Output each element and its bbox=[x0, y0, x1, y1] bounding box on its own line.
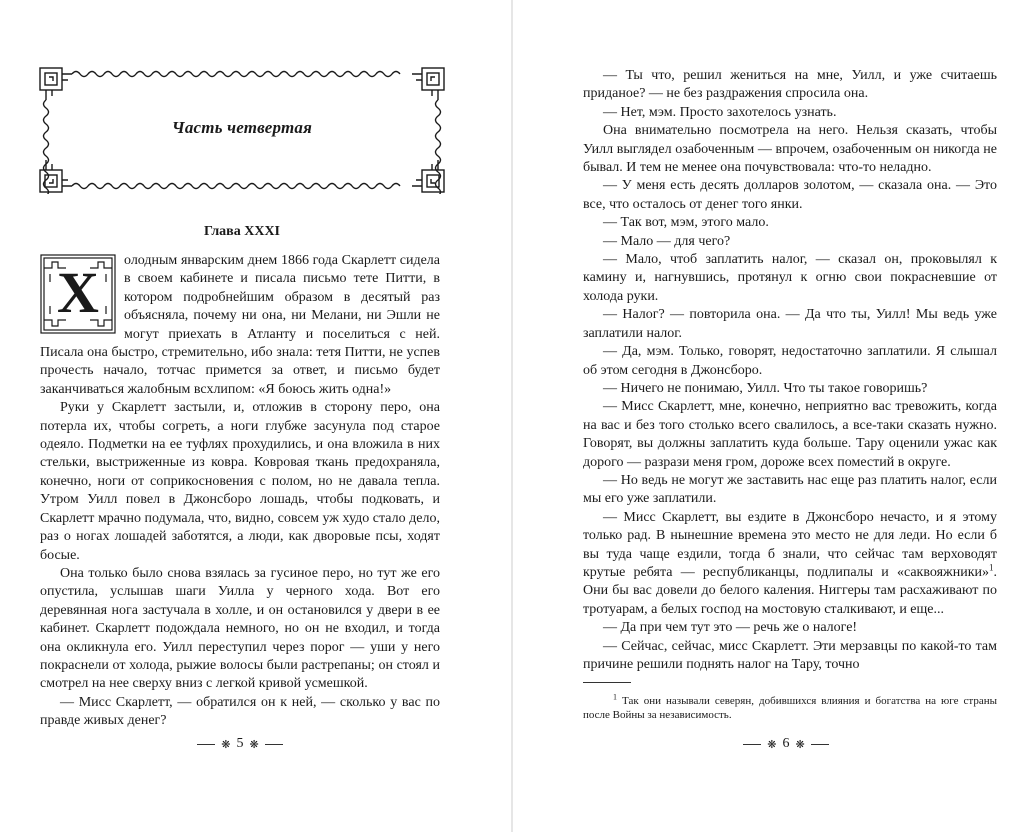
page-number: 6 bbox=[782, 736, 790, 751]
corner-ornament-tr bbox=[412, 68, 444, 100]
page-number: 5 bbox=[236, 736, 244, 751]
paragraph: — Ты что, решил жениться на мне, Уилл, и уже считаешь приданое? — не без раздражения спросила она. bbox=[583, 68, 997, 102]
paragraph-part: — Мисс Скарлетт, вы ездите в Джонсборо нечасто, и я этому только рад. В нынешние времена это место не для леди. Но если б вы туда чаще ездили, тогда б знали, что сейчас там верховодят крутые ребята — республиканцы, подлипалы и «саквояжники» bbox=[583, 509, 997, 580]
dropcap-letter: Х bbox=[57, 260, 99, 325]
wavy-border-bottom bbox=[72, 184, 400, 189]
paragraph: — Да, мэм. Только, говорят, недостаточно заплатили. Я слышал об этом сегодня в Джонсборо. bbox=[583, 344, 997, 378]
paragraph: — Мисс Скарлетт, — обратился он к ней, — сколько у вас по правде живых денег? bbox=[40, 694, 440, 729]
paragraph: — Нет, мэм. Просто захотелось узнать. bbox=[603, 104, 837, 120]
corner-ornament-tl bbox=[40, 68, 72, 100]
paragraph: — Налог? — повторила она. — Да что ты, Уилл! Мы ведь уже заплатили налог. bbox=[583, 307, 997, 341]
paragraph: — Мало, чтоб заплатить налог, — сказал он, проковылял к камину и, нагнувшись, протянул к огню свои покрасневшие от холода руки. bbox=[583, 252, 997, 304]
corner-ornament-br bbox=[412, 160, 444, 192]
wavy-border-right bbox=[436, 100, 441, 194]
paragraph: — Мисс Скарлетт, мне, конечно, неприятно вас тревожить, когда на вас и без того столько всего свалилось, а все-таки сказать нужно. Говорят, вы должны заплатить куда больше. Тару оценили ужас как дорого — разрази меня гром, дороже всех поместий в округе. bbox=[583, 399, 997, 470]
folio-dash bbox=[743, 744, 761, 745]
paragraph: Она внимательно посмотрела на него. Нельзя сказать, чтобы Уилл выглядел озабоченным — впрочем, озабоченным он никогда не бывал. И тем не менее она почувствовала: что-то неладно. bbox=[583, 123, 997, 176]
folio-dash bbox=[265, 744, 283, 745]
folio-dash bbox=[197, 744, 215, 745]
folio-ornament-icon: ❋ bbox=[767, 738, 777, 751]
paragraph: Руки у Скарлетт застыли, и, отложив в сторону перо, она потерла их, чтобы согреть, а ноги глубже засунула под старое одеяло. Подметки на ее туфлях прохудились, и она вложила в них стельки, выстриженные из ковра. Ковровая ткань предохраняла, конечно, ноги от соприкосновения с полом, но не давала тепла. Утром Уилл повел в Джонсборо лошадь, чтобы подковать, и Скарлетт мрачно подумала, что, видно, совсем уж худо стало дело, раз о ногах лошадей заботятся, а люди, как дворовые псы, ходят босые. bbox=[40, 400, 440, 563]
paragraph: — У меня есть десять долларов золотом, — сказала она. — Это все, что осталось от денег того янки. bbox=[583, 178, 997, 212]
paragraph: олодным январским днем 1866 года Скарлетт сидела в своем кабинете и писала письмо тете Питти, в котором подробнейшим образом в десятый раз объясняла, почему ни она, ни Мелани, ни Эшли не могут приехать в Атланту и поселиться с ней. Писала она быстро, стремительно, ибо знала: тетя Питти, не успев прочесть начало, тотчас примется за ответ, и письмо будет заканчиваться жалобным всхлипом: «Я боюсь жить одна!» bbox=[40, 253, 440, 397]
paragraph: — Да при чем тут это — речь же о налоге! bbox=[603, 620, 858, 636]
wavy-border-left bbox=[44, 100, 49, 194]
folio-ornament-icon: ❋ bbox=[221, 738, 231, 751]
paragraph: — Мало — для чего? bbox=[603, 233, 731, 249]
left-page bbox=[0, 0, 511, 832]
left-page-text bbox=[40, 252, 440, 731]
folio-dash bbox=[811, 744, 829, 745]
page-number-right bbox=[706, 736, 866, 752]
dropcap bbox=[40, 254, 116, 334]
wavy-border-top bbox=[72, 72, 400, 77]
chapter-title: Глава XXXI bbox=[203, 224, 281, 239]
page-number-left bbox=[160, 736, 320, 752]
folio-ornament-icon: ❋ bbox=[249, 738, 259, 751]
paragraph: — Ничего не понимаю, Уилл. Что ты такое говоришь? bbox=[603, 380, 928, 396]
part-title: Часть четвертая bbox=[171, 118, 313, 137]
footnote-text: Так они называли северян, добившихся влияния и богатства на юге страны после Войны за независимость. bbox=[583, 695, 997, 721]
paragraph: — Сейчас, сейчас, мисс Скарлетт. Эти мерзавцы по какой-то там причине решили поднять налог на Тару, точно bbox=[583, 638, 997, 672]
right-page-text bbox=[583, 67, 997, 674]
footnote-rule bbox=[583, 682, 631, 683]
paragraph: — Но ведь не могут же заставить нас еще раз платить налог, если мы его уже заплатили. bbox=[583, 472, 997, 507]
folio-ornament-icon: ❋ bbox=[795, 738, 805, 751]
footnote bbox=[583, 694, 997, 722]
paragraph bbox=[583, 509, 997, 619]
paragraph-part: . Они бы вас довели до белого каления. Ниггеры там расхаживают по тротуарам, а белых господ на мостовую сталкивают, и еще... bbox=[583, 564, 997, 617]
right-page bbox=[513, 0, 1026, 832]
footnote-marker: 1 bbox=[613, 692, 617, 702]
paragraph: Она только было снова взялась за гусиное перо, но тут же его опустила, услышав шаги Уилла у черного хода. Вот его деревянная нога застучала в холле, и он остановился у двери в ее кабинет. Скарлетт подождала немного, но он не входил, и тогда она окликнула его. Уилл переступил через порог — уши у него покраснели от холода, рыжие волосы были растрепаны; он стоял и смотрел на нее сверху вниз с легкой кривой усмешкой. bbox=[40, 565, 440, 692]
footnote-ref: 1 bbox=[989, 562, 994, 573]
paragraph: — Так вот, мэм, этого мало. bbox=[603, 215, 769, 231]
